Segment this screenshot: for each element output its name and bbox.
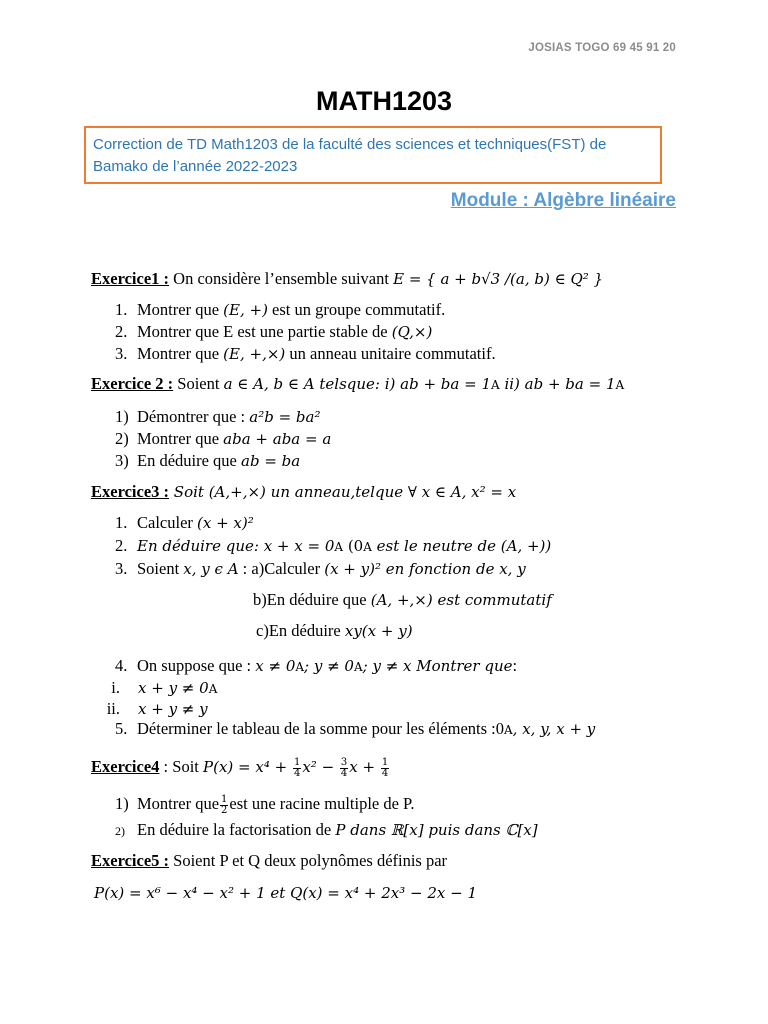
ex2-heading: Exercice 2 : [91,374,174,393]
ex4-item-1-number: 1) [115,794,129,813]
ex1-intro: On considère l’ensemble suivant [169,269,394,288]
ex4-item-1-rest: est une racine multiple de P. [229,794,415,813]
ex3-item-3-math-2: (x + y)² en fonction de x, y [324,560,526,578]
ex2-intro: Soient [173,374,224,393]
ex2-sub-2: A [615,378,625,392]
ex3-item-3c-text: c)En déduire [256,621,345,640]
ex3-item-3 [115,559,526,579]
ex3-item-4-ii [100,699,208,719]
subtitle-line-1: Correction de TD Math1203 de la faculté des sciences et techniques(FST) de [93,136,607,153]
ex3-item-3b-text: b)En déduire que [253,590,371,609]
ex4-item-2-text: En déduire la factorisation de [137,820,336,839]
ex4-frac-1-num: 1 [293,756,301,768]
ex4-colon: : [159,757,169,776]
ex3-item-3b [253,590,552,610]
ex1-item-1-text: Montrer que [137,300,224,319]
ex3-item-4-math-2: ; y ≠ 0 [304,657,354,675]
ex3-item-3-text: Soient [137,559,184,578]
ex4-frac-2-den: 4 [340,767,348,779]
ex4-frac-2 [340,758,348,779]
ex3-item-2 [115,536,551,557]
ex5-polynomials-math: P(x) = x⁶ − x⁴ − x² + 1 et Q(x) = x⁴ + 2x³ − 2x − 1 [94,884,477,902]
ex4-poly-part-3: x + [349,758,380,776]
ex3-item-5-text: Déterminer le tableau de la somme pour les éléments :0 [137,719,504,738]
ex3-item-2-number: 2. [115,536,128,555]
ex3-math: Soit (A,+,×) un anneau,telque ∀ x ∈ A, x² = x [169,483,517,501]
ex1-item-2-number: 2. [115,322,128,341]
ex3-item-3-math: x, y ϵ A [183,560,239,578]
ex1-item-3-number: 3. [115,344,128,363]
ex3-item-3-number: 3. [115,559,128,578]
ex4-statement [91,751,390,783]
ex3-item-1-text: Calculer [137,513,198,532]
ex1-set: E = { a + b√3 /(a, b) ∈ Q² } [393,270,604,288]
ex3-item-3-text-2: : a)Calculer [238,559,325,578]
ex1-item-2-math: (Q,×) [391,323,433,341]
page-title: MATH1203 [315,86,453,116]
ex1-item-3-math: (E, +,×) [223,345,286,363]
ex3-item-2-sub-2: A [363,540,372,554]
ex2-math: a ∈ A, b ∈ A telsque: i) ab + ba = 1 [223,375,491,393]
ex4-item-1-frac-num: 1 [221,793,228,805]
ex1-item-1-math: (E, +) [223,301,268,319]
ex4-item-1-frac-den: 2 [221,804,228,816]
ex3-item-4 [115,656,517,677]
ex3-item-3c-math: xy(x + y) [344,622,413,640]
ex3-item-4-i [100,678,217,699]
ex4-heading: Exercice4 [91,757,160,776]
ex4-frac-3-num: 1 [381,756,389,768]
ex3-item-5-number: 5. [115,719,128,738]
ex3-item-2-paren: (0 [343,537,364,555]
ex3-item-5-math: , x, y, x + y [512,720,596,738]
ex2-item-2 [115,429,331,449]
ex3-item-4-ii-number: ii. [106,699,120,718]
ex3-item-3c [256,621,413,641]
ex4-item-2-number: 2) [115,824,125,838]
ex5-heading: Exercice5 : [91,851,170,870]
ex2-item-1-number: 1) [115,407,129,426]
ex3-item-5 [115,719,595,740]
subtitle-box [84,126,662,184]
ex2-item-3 [115,451,300,471]
ex4-item-1 [115,790,415,818]
ex4-frac-1-den: 4 [293,767,301,779]
ex4-intro: Soit [168,757,203,776]
ex3-statement [91,482,516,502]
ex5-intro: Soient P et Q deux polynômes définis par [169,851,448,870]
ex1-item-1-rest: est un groupe commutatif. [267,300,446,319]
ex4-frac-2-num: 3 [340,756,348,768]
ex3-item-4-sub-2: A [353,660,363,674]
ex3-item-4-colon: : [512,656,518,675]
ex3-item-3b-math: (A, +,×) est commutatif [370,591,552,609]
module-heading: Module : Algèbre linéaire [450,190,676,211]
ex4-frac-1 [293,758,301,779]
author-contact: JOSIAS TOGO 69 45 91 20 [528,42,676,54]
ex4-frac-3 [381,758,389,779]
ex3-item-1-math: (x + x)² [197,514,254,532]
ex1-item-3-rest: un anneau unitaire commutatif. [285,344,496,363]
ex1-item-2-text: Montrer que E est une partie stable de [137,322,392,341]
ex3-item-5-sub: A [504,723,513,737]
subtitle-line-2: Bamako de l’année 2022-2023 [93,158,298,175]
ex4-item-2-math: P dans ℝ[x] puis dans ℂ[x] [335,821,538,839]
ex3-item-4-math: x ≠ 0 [255,657,296,675]
ex2-item-1-math: a²b = ba² [249,408,321,426]
ex3-item-2-rest: est le neutre de (A, +)) [371,537,552,555]
ex2-item-2-math: aba + aba = a [223,430,332,448]
ex3-item-1-number: 1. [115,513,128,532]
ex4-item-1-frac [220,795,228,816]
ex2-item-1-text: Démontrer que : [137,407,250,426]
ex5-statement [91,851,447,871]
ex2-item-1 [115,407,321,427]
ex5-polynomials [94,883,477,903]
ex3-item-2-sub: A [334,540,344,554]
ex2-sub-1: A [491,378,500,392]
ex3-item-4-i-math: x + y ≠ 0 [138,679,209,697]
ex1-item-1 [115,300,445,320]
ex1-statement [91,269,603,289]
ex4-frac-3-den: 4 [381,767,389,779]
ex3-item-4-number: 4. [115,656,128,675]
ex3-item-4-i-number: i. [111,678,120,697]
ex1-item-3 [115,344,496,364]
ex2-item-2-number: 2) [115,429,129,448]
ex3-item-4-ii-math: x + y ≠ y [138,700,208,718]
ex2-item-3-number: 3) [115,451,129,470]
ex2-statement [91,374,624,395]
ex2-math-2: ii) ab + ba = 1 [499,375,616,393]
ex3-item-4-i-sub: A [208,682,218,696]
ex3-heading: Exercice3 : [91,482,170,501]
ex4-item-1-text: Montrer que [137,794,220,813]
ex3-item-4-text: On suppose que : [137,656,256,675]
ex2-item-3-text: En déduire que [137,451,242,470]
ex4-item-2 [115,820,538,841]
ex1-item-3-text: Montrer que [137,344,224,363]
ex3-item-4-sub: A [295,660,305,674]
ex4-poly-part-2: x² − [302,758,339,776]
ex2-item-2-text: Montrer que [137,429,224,448]
ex1-item-1-number: 1. [115,300,128,319]
ex1-item-2 [115,322,432,342]
ex3-item-4-math-3: ; y ≠ x Montrer que [362,657,513,675]
ex1-heading: Exercice1 : [91,269,170,288]
ex4-poly-part-1: P(x) = x⁴ + [203,758,292,776]
ex2-item-3-math: ab = ba [241,452,301,470]
ex3-item-2-math: En déduire que: x + x = 0 [137,537,335,555]
ex3-item-1 [115,513,254,533]
